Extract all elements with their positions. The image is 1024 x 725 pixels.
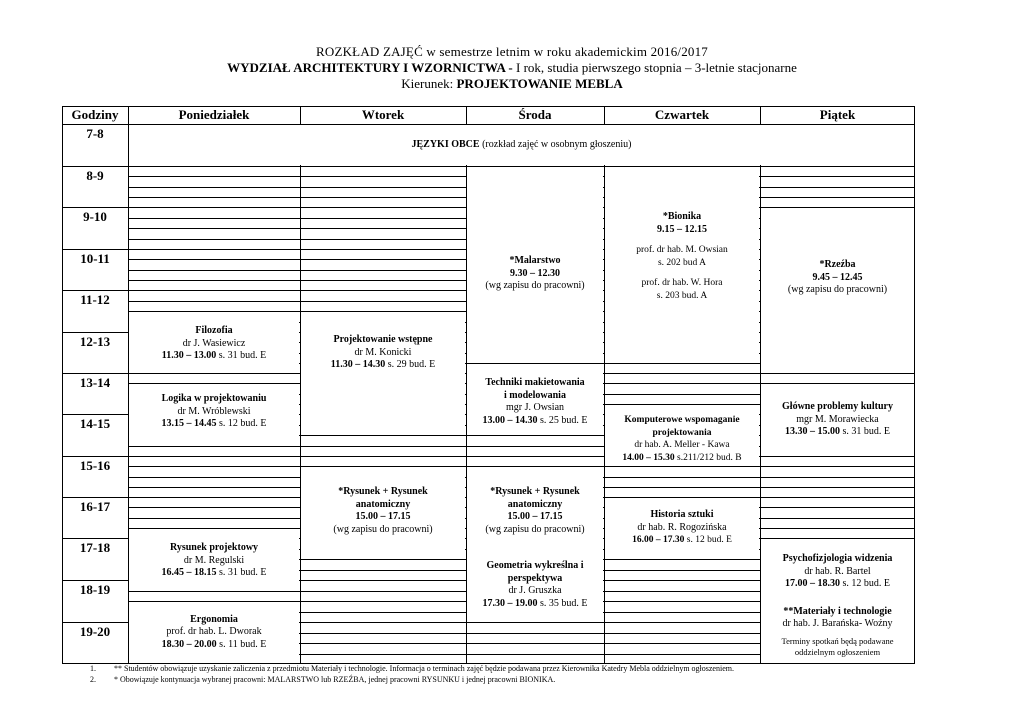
hour-label: 15-16 (79, 458, 111, 473)
hour-label: 11-12 (80, 292, 110, 307)
grid-line (62, 622, 128, 623)
faculty-line: WYDZIAŁ ARCHITEKTURY I WZORNICTWA - I rok, studia pierwszego stopnia – 3-letnie stacjonarne (227, 60, 797, 75)
day-header-wednesday: Środa (518, 107, 552, 122)
event-rzezba: *Rzeźba 9.45 – 12.45 (wg zapisu do pracowni) (761, 211, 914, 367)
hour-label: 19-20 (79, 624, 111, 639)
grid-line (62, 166, 128, 167)
event-glowne-problemy-kultury: Główne problemy kultury mgr M. Morawiecka 13.30 – 15.00 s. 31 bud. E (761, 387, 914, 453)
program-line: Kierunek: PROJEKTOWANIE MEBLA (401, 76, 623, 91)
hour-label: 16-17 (79, 499, 111, 514)
event-materialy: **Materiały i technologie dr hab. J. Barańska- Woźny Terminy spotkań będą podawane oddzielnym ogłoszeniem (761, 600, 914, 663)
event-logika: Logika w projektowaniu dr M. Wróblewski 13.15 – 14.45 s. 12 bud. E (129, 388, 299, 436)
grid-line (129, 466, 914, 467)
grid-line (62, 456, 128, 457)
event-historia-sztuki: Historia sztuki dr hab. R. Rogozińska 16.00 – 17.30 s. 12 bud. E (605, 504, 759, 552)
footnote-1: 1. ** Studentów obowiązuje uzyskanie zaliczenia z przedmiotu Materiały i technologie. Informacja o terminach zajęć będzie podawana przez Kierownika Katedry Mebla oddzielnym ogłoszeniem. (90, 664, 734, 673)
hour-label: 8-9 (86, 168, 104, 183)
event-projektowanie-wstepne: Projektowanie wstępne dr M. Konicki 11.30 – 14.30 s. 29 bud. E (301, 316, 465, 434)
hours-column-header: Godziny (71, 107, 119, 122)
hour-label: 7-8 (86, 126, 104, 141)
grid-line (62, 414, 128, 415)
day-header-thursday: Czwartek (654, 107, 710, 122)
event-ergonomia: Ergonomia prof. dr hab. L. Dworak 18.30 – 20.00 s. 11 bud. E (129, 602, 299, 663)
event-rysunek-wtorek: *Rysunek + Rysunek anatomiczny 15.00 – 17.15 (wg zapisu do pracowni) (301, 469, 465, 553)
event-geometria: Geometria wykreślna i perspektywa dr J. Gruszka 17.30 – 19.00 s. 35 bud. E (467, 554, 603, 616)
grid-line (62, 538, 128, 539)
event-techniki-makietowania: Techniki makietowania i modelowania mgr J. Owsian 13.00 – 14.30 s. 25 bud. E (467, 371, 603, 433)
hour-label: 10-11 (80, 251, 110, 266)
event-bionika: *Bionika 9.15 – 12.15 prof. dr hab. M. Owsian s. 202 bud A prof. dr hab. W. Hora s. 203 bud. A (605, 168, 759, 363)
hour-label: 12-13 (79, 334, 111, 349)
hour-label: 18-19 (79, 582, 111, 597)
hour-label: 14-15 (79, 416, 111, 431)
grid-line (62, 290, 128, 291)
grid-line (62, 332, 128, 333)
event-komputerowe: Komputerowe wspomaganie projektowania dr hab. A. Meller - Kawa 14.00 – 15.30 s.211/212 bud. B (605, 412, 759, 466)
grid-line (62, 497, 128, 498)
schedule-title: ROZKŁAD ZAJĘĆ w semestrze letnim w roku akademickim 2016/2017 (315, 44, 709, 59)
grid-line (914, 106, 915, 664)
event-rysunek-projektowy: Rysunek projektowy dr M. Regulski 16.45 – 18.15 s. 31 bud. E (129, 534, 299, 588)
day-header-tuesday: Wtorek (361, 107, 405, 122)
grid-line (129, 456, 914, 457)
grid-line (62, 207, 128, 208)
day-header-monday: Poniedziałek (178, 107, 250, 122)
hour-label: 9-10 (83, 209, 107, 224)
grid-line (62, 249, 128, 250)
grid-line (62, 373, 128, 374)
footnote-2: 2. * Obowiązuje kontynuacja wybranej pracowni: MALARSTWO lub RZEŹBA, jednej pracowni RYSUNKU i jednej pracowni BIONIKA. (90, 675, 556, 684)
grid-line (129, 166, 914, 167)
grid-line (62, 580, 128, 581)
day-header-friday: Piątek (819, 107, 856, 122)
event-filozofia: Filozofia dr J. Wasiewicz 11.30 – 13.00 s. 31 bud. E (129, 317, 299, 371)
event-malarstwo: *Malarstwo 9.30 – 12.30 (wg zapisu do pracowni) (467, 176, 603, 358)
languages-note: JĘZYKI OBCE (rozkład zajęć w osobnym głoszeniu) (129, 125, 914, 165)
event-psychofizjologia: Psychofizjologia widzenia dr hab. R. Bartel 17.00 – 18.30 s. 12 bud. E (761, 547, 914, 597)
hour-label: 13-14 (79, 375, 111, 390)
event-rysunek-sroda: *Rysunek + Rysunek anatomiczny 15.00 – 17.15 (wg zapisu do pracowni) (467, 469, 603, 553)
schedule-table (62, 106, 915, 664)
hour-label: 17-18 (79, 540, 111, 555)
